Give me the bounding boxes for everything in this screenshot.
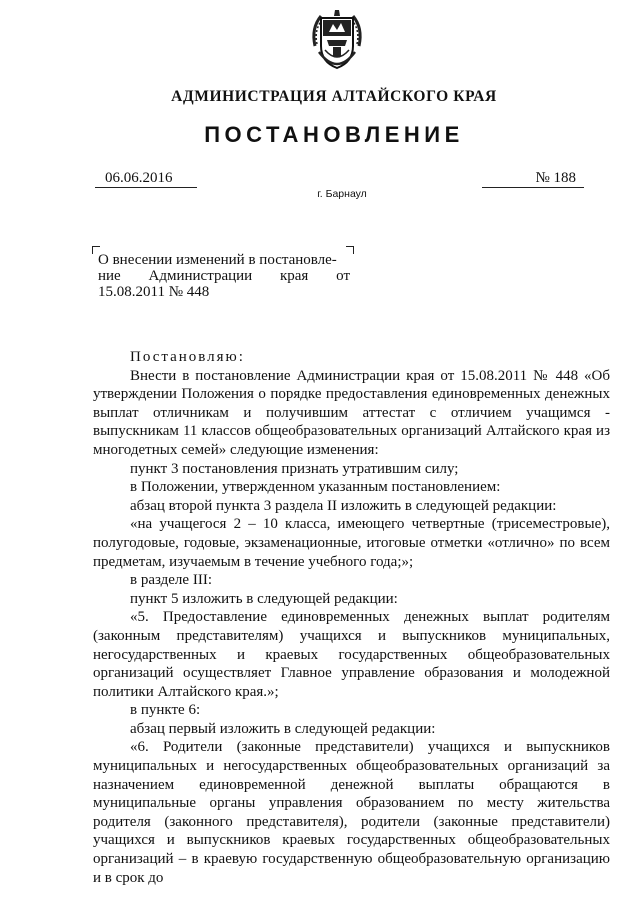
document-type-title: ПОСТАНОВЛЕНИЕ	[204, 122, 464, 147]
document-body	[93, 348, 610, 887]
document-number: № 188	[482, 170, 584, 188]
body-paragraph: в Положении, утвержденном указанным постановлением:	[130, 479, 501, 496]
document-city: г. Барнаул	[317, 188, 367, 200]
subject-line: 15.08.2011 № 448	[98, 284, 210, 300]
document-date: 06.06.2016	[95, 170, 197, 188]
body-paragraph: пункт 5 изложить в следующей редакции:	[130, 590, 398, 607]
body-paragraph: абзац первый изложить в следующей редакции:	[130, 720, 436, 737]
body-paragraph: «6. Родители (законные представители) учащихся и выпускников муниципальных и негосударственных общеобразовательных организаций за назначением единовременной денежной выплаты обращаются в муниципальные органы управления образованием по месту жительства родителя (законного представителя), родители (законные представители) учащихся и выпускников краевых государственных общеобразовательных организаций – в краевую государственную общеобразовательную организацию и в срок до	[93, 739, 610, 886]
body-paragraph: абзац второй пункта 3 раздела II изложить в следующей редакции:	[130, 497, 557, 514]
body-paragraph-decree: Постановляю:	[130, 349, 245, 365]
body-paragraph: пункт 3 постановления признать утратившим силу;	[130, 460, 459, 477]
subject-line: ние Администрации края от	[98, 268, 350, 284]
body-paragraph: Внести в постановление Администрации края от 15.08.2011 № 448 «Об утверждении Положения о порядке предоставления единовременных денежных выплат отличникам и получившим аттестат с отличием учащимся - выпускникам 11 классов общеобразовательных организаций Алтайского края из многодетных семей» следующие изменения:	[93, 367, 610, 458]
subject-line: О внесении изменений в постановле-	[98, 252, 337, 268]
organization-name: АДМИНИСТРАЦИЯ АЛТАЙСКОГО КРАЯ	[171, 88, 497, 105]
document-subject	[98, 252, 350, 300]
body-paragraph: «5. Предоставление единовременных денежных выплат родителям (законным представителям) учащихся и выпускников муниципальных, негосударственных и краевых государственных общеобразовательных организаций осуществляет Главное управление образования и молодежной политики Алтайского края.»;	[93, 609, 610, 700]
body-paragraph: в пункте 6:	[130, 702, 201, 719]
coat-of-arms-emblem	[305, 6, 369, 76]
body-paragraph: в разделе III:	[130, 572, 212, 589]
body-paragraph: «на учащегося 2 – 10 класса, имеющего четвертные (трисеместровые), полугодовые, годовые, экзаменационные, итоговые отметки «отлично» по всем предметам, изучаемым в течение учебного года;»;	[93, 516, 610, 570]
